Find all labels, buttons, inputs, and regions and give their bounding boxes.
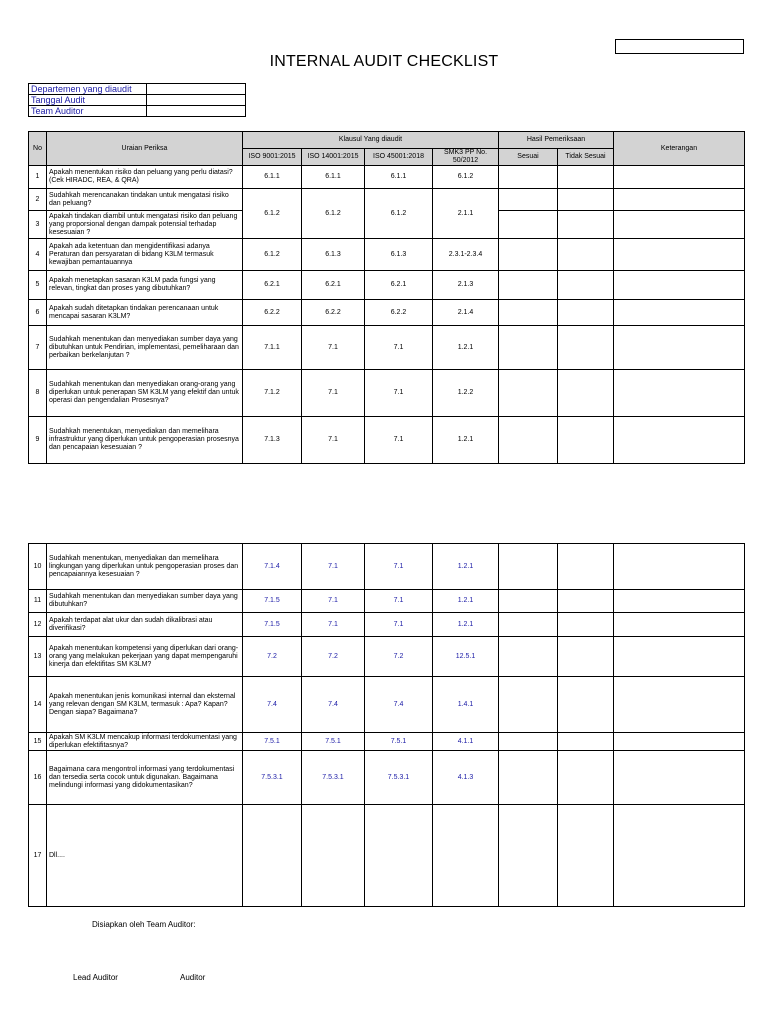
clause-iso14001: 7.2 bbox=[302, 637, 365, 677]
table-row bbox=[29, 677, 745, 733]
remarks-cell[interactable] bbox=[614, 239, 745, 271]
clause-smk3: 2.1.3 bbox=[433, 271, 499, 300]
clause-iso45001: 7.1 bbox=[365, 613, 433, 637]
clause-iso9001: 6.1.2 bbox=[243, 239, 302, 271]
prepared-by-label: Disiapkan oleh Team Auditor: bbox=[92, 920, 196, 929]
row-number: 5 bbox=[29, 271, 47, 300]
result-sesuai[interactable] bbox=[499, 239, 558, 271]
clause-iso45001: 7.5.3.1 bbox=[365, 751, 433, 805]
row-number: 12 bbox=[29, 613, 47, 637]
clause-smk3: 1.2.1 bbox=[433, 544, 499, 590]
row-question: Apakah sudah ditetapkan tindakan perencanaan untuk mencapai sasaran K3LM? bbox=[47, 300, 243, 326]
result-sesuai[interactable] bbox=[499, 211, 558, 239]
row-number: 1 bbox=[29, 166, 47, 189]
table-row bbox=[29, 544, 745, 590]
info-value[interactable] bbox=[147, 95, 246, 106]
clause-smk3: 1.2.2 bbox=[433, 370, 499, 417]
document-number-box bbox=[615, 39, 744, 54]
remarks-cell[interactable] bbox=[614, 271, 745, 300]
header-smk3: SMK3 PP No. 50/2012 bbox=[433, 149, 499, 166]
row-question: Apakah terdapat alat ukur dan sudah dikalibrasi atau diverifikasi? bbox=[47, 613, 243, 637]
clause-iso45001: 6.1.2 bbox=[365, 189, 433, 239]
remarks-cell[interactable] bbox=[614, 677, 745, 733]
row-question: Apakah menetapkan sasaran K3LM pada fungsi yang relevan, tingkat dan proses yang dibutuhkan? bbox=[47, 271, 243, 300]
table-row bbox=[29, 751, 745, 805]
table-row bbox=[29, 166, 745, 189]
remarks-cell[interactable] bbox=[614, 300, 745, 326]
result-sesuai[interactable] bbox=[499, 751, 558, 805]
result-tidak-sesuai[interactable] bbox=[558, 417, 614, 464]
clause-iso14001: 7.1 bbox=[302, 590, 365, 613]
row-question: Apakah tindakan diambil untuk mengatasi risiko dan peluang yang proporsional dengan dampak potensial terhadap kesesuaian ? bbox=[47, 211, 243, 239]
clause-iso14001: 7.1 bbox=[302, 370, 365, 417]
clause-iso45001: 7.1 bbox=[365, 590, 433, 613]
clause-smk3: 1.2.1 bbox=[433, 590, 499, 613]
clause-iso9001 bbox=[243, 805, 302, 907]
remarks-cell[interactable] bbox=[614, 637, 745, 677]
clause-iso45001 bbox=[365, 805, 433, 907]
clause-iso9001: 6.2.2 bbox=[243, 300, 302, 326]
clause-smk3: 1.2.1 bbox=[433, 417, 499, 464]
clause-iso9001: 7.5.3.1 bbox=[243, 751, 302, 805]
result-tidak-sesuai[interactable] bbox=[558, 166, 614, 189]
clause-iso14001: 6.1.2 bbox=[302, 189, 365, 239]
auditor-label: Auditor bbox=[180, 973, 206, 982]
result-tidak-sesuai[interactable] bbox=[558, 544, 614, 590]
row-number: 7 bbox=[29, 326, 47, 370]
row-number: 13 bbox=[29, 637, 47, 677]
clause-iso45001: 6.2.2 bbox=[365, 300, 433, 326]
clause-iso45001: 7.5.1 bbox=[365, 733, 433, 751]
row-number: 2 bbox=[29, 189, 47, 211]
row-question: Sudahkah menentukan, menyediakan dan memelihara infrastruktur yang diperlukan untuk pengoperasian prosesnya dan pencapaian kesesuaian ? bbox=[47, 417, 243, 464]
checklist-table-page2 bbox=[28, 543, 745, 907]
row-question: Sudahkah merencanakan tindakan untuk mengatasi risiko dan peluang? bbox=[47, 189, 243, 211]
row-question: Apakah menentukan risiko dan peluang yang perlu diatasi? (Cek HIRADC, REA, & QRA) bbox=[47, 166, 243, 189]
result-sesuai[interactable] bbox=[499, 189, 558, 211]
result-sesuai[interactable] bbox=[499, 805, 558, 907]
remarks-cell[interactable] bbox=[614, 417, 745, 464]
row-question: Dll.... bbox=[47, 805, 243, 907]
clause-iso14001: 7.5.1 bbox=[302, 733, 365, 751]
clause-iso45001: 7.1 bbox=[365, 326, 433, 370]
clause-iso14001: 7.1 bbox=[302, 544, 365, 590]
header-hasil: Hasil Pemeriksaan bbox=[499, 132, 614, 149]
remarks-cell[interactable] bbox=[614, 544, 745, 590]
checklist-table-page1 bbox=[28, 131, 745, 464]
row-number: 11 bbox=[29, 590, 47, 613]
clause-iso9001: 6.1.2 bbox=[243, 189, 302, 239]
row-question: Sudahkah menentukan dan menyediakan orang-orang yang diperlukan untuk penerapan SM K3LM yang efektif dan untuk operasi dan pengendalian Prosesnya? bbox=[47, 370, 243, 417]
result-sesuai[interactable] bbox=[499, 166, 558, 189]
clause-smk3: 1.4.1 bbox=[433, 677, 499, 733]
clause-iso14001: 6.1.1 bbox=[302, 166, 365, 189]
page-title: INTERNAL AUDIT CHECKLIST bbox=[269, 53, 499, 70]
table-row bbox=[29, 239, 745, 271]
table-row bbox=[29, 613, 745, 637]
remarks-cell[interactable] bbox=[614, 751, 745, 805]
info-value[interactable] bbox=[147, 106, 246, 117]
remarks-cell[interactable] bbox=[614, 613, 745, 637]
clause-smk3: 6.1.2 bbox=[433, 166, 499, 189]
row-number: 6 bbox=[29, 300, 47, 326]
result-sesuai[interactable] bbox=[499, 677, 558, 733]
result-tidak-sesuai[interactable] bbox=[558, 326, 614, 370]
result-tidak-sesuai[interactable] bbox=[558, 805, 614, 907]
clause-smk3: 1.2.1 bbox=[433, 326, 499, 370]
remarks-cell[interactable] bbox=[614, 326, 745, 370]
clause-iso14001: 6.2.1 bbox=[302, 271, 365, 300]
info-value[interactable] bbox=[147, 84, 246, 95]
result-sesuai[interactable] bbox=[499, 417, 558, 464]
row-question: Sudahkah menentukan, menyediakan dan memelihara lingkungan yang diperlukan untuk pengoperasian proses dan pencapaiannya kesesuaian ? bbox=[47, 544, 243, 590]
clause-smk3: 1.2.1 bbox=[433, 613, 499, 637]
clause-iso45001: 6.1.1 bbox=[365, 166, 433, 189]
table-row bbox=[29, 326, 745, 370]
remarks-cell[interactable] bbox=[614, 211, 745, 239]
clause-smk3: 2.1.4 bbox=[433, 300, 499, 326]
result-tidak-sesuai[interactable] bbox=[558, 370, 614, 417]
header-tidak-sesuai: Tidak Sesuai bbox=[558, 149, 614, 166]
row-number: 10 bbox=[29, 544, 47, 590]
remarks-cell[interactable] bbox=[614, 370, 745, 417]
header-iso14001: ISO 14001:2015 bbox=[302, 149, 365, 166]
row-question: Sudahkah menentukan dan menyediakan sumber daya yang dibutuhkan? bbox=[47, 590, 243, 613]
result-tidak-sesuai[interactable] bbox=[558, 271, 614, 300]
table-row bbox=[29, 417, 745, 464]
clause-iso14001: 6.2.2 bbox=[302, 300, 365, 326]
clause-smk3: 4.1.1 bbox=[433, 733, 499, 751]
clause-iso9001: 6.1.1 bbox=[243, 166, 302, 189]
row-number: 3 bbox=[29, 211, 47, 239]
clause-iso9001: 7.4 bbox=[243, 677, 302, 733]
remarks-cell[interactable] bbox=[614, 189, 745, 211]
clause-iso9001: 7.2 bbox=[243, 637, 302, 677]
result-tidak-sesuai[interactable] bbox=[558, 300, 614, 326]
clause-smk3: 4.1.3 bbox=[433, 751, 499, 805]
result-sesuai[interactable] bbox=[499, 370, 558, 417]
header-sesuai: Sesuai bbox=[499, 149, 558, 166]
result-tidak-sesuai[interactable] bbox=[558, 613, 614, 637]
row-number: 14 bbox=[29, 677, 47, 733]
row-number: 8 bbox=[29, 370, 47, 417]
header-keterangan: Keterangan bbox=[614, 132, 745, 166]
clause-iso45001: 7.1 bbox=[365, 370, 433, 417]
header-iso9001: ISO 9001:2015 bbox=[243, 149, 302, 166]
remarks-cell[interactable] bbox=[614, 805, 745, 907]
info-label: Departemen yang diaudit bbox=[29, 84, 147, 95]
row-number: 16 bbox=[29, 751, 47, 805]
row-question: Apakah ada ketentuan dan mengidentifikasi adanya Peraturan dan persyaratan di bidang K3LM termasuk kewajiban pemantauannya bbox=[47, 239, 243, 271]
result-tidak-sesuai[interactable] bbox=[558, 677, 614, 733]
result-sesuai[interactable] bbox=[499, 733, 558, 751]
header-uraian: Uraian Periksa bbox=[47, 132, 243, 166]
clause-iso14001: 7.1 bbox=[302, 417, 365, 464]
result-tidak-sesuai[interactable] bbox=[558, 189, 614, 211]
clause-iso45001: 7.4 bbox=[365, 677, 433, 733]
info-row bbox=[29, 106, 246, 117]
table-row bbox=[29, 300, 745, 326]
row-number: 15 bbox=[29, 733, 47, 751]
row-question: Bagaimana cara mengontrol informasi yang terdokumentasi dan tersedia serta cocok untuk digunakan. Bagaimana melindungi informasi yang didokumentasikan? bbox=[47, 751, 243, 805]
table-row bbox=[29, 805, 745, 907]
clause-iso9001: 6.2.1 bbox=[243, 271, 302, 300]
clause-smk3: 2.3.1-2.3.4 bbox=[433, 239, 499, 271]
result-tidak-sesuai[interactable] bbox=[558, 239, 614, 271]
clause-iso9001: 7.1.4 bbox=[243, 544, 302, 590]
clause-smk3 bbox=[433, 805, 499, 907]
remarks-cell[interactable] bbox=[614, 733, 745, 751]
table-row bbox=[29, 271, 745, 300]
clause-iso14001: 7.4 bbox=[302, 677, 365, 733]
table-row bbox=[29, 370, 745, 417]
result-sesuai[interactable] bbox=[499, 637, 558, 677]
row-question: Apakah menentukan kompetensi yang diperlukan dari orang-orang yang melakukan pekerjaan yang dapat mempengaruhi kinerja dan efektifitas SM K3LM? bbox=[47, 637, 243, 677]
clause-iso45001: 6.1.3 bbox=[365, 239, 433, 271]
remarks-cell[interactable] bbox=[614, 166, 745, 189]
row-question: Sudahkah menentukan dan menyediakan sumber daya yang dibutuhkan untuk Pendirian, implementasi, pemeliharaan dan perbaikan berkelanjutan ? bbox=[47, 326, 243, 370]
table-row bbox=[29, 590, 745, 613]
info-row bbox=[29, 95, 246, 106]
header-klausul: Klausul Yang diaudit bbox=[243, 132, 499, 149]
clause-iso45001: 7.2 bbox=[365, 637, 433, 677]
table-row bbox=[29, 637, 745, 677]
audit-info-table bbox=[28, 83, 246, 117]
result-tidak-sesuai[interactable] bbox=[558, 211, 614, 239]
clause-iso9001: 7.1.5 bbox=[243, 613, 302, 637]
result-tidak-sesuai[interactable] bbox=[558, 733, 614, 751]
remarks-cell[interactable] bbox=[614, 590, 745, 613]
result-sesuai[interactable] bbox=[499, 326, 558, 370]
result-tidak-sesuai[interactable] bbox=[558, 751, 614, 805]
header-no: No bbox=[29, 132, 47, 166]
result-sesuai[interactable] bbox=[499, 300, 558, 326]
row-number: 4 bbox=[29, 239, 47, 271]
info-row bbox=[29, 84, 246, 95]
table-row bbox=[29, 189, 745, 211]
clause-smk3: 12.5.1 bbox=[433, 637, 499, 677]
clause-iso45001: 7.1 bbox=[365, 544, 433, 590]
header-iso45001: ISO 45001:2018 bbox=[365, 149, 433, 166]
result-sesuai[interactable] bbox=[499, 613, 558, 637]
result-sesuai[interactable] bbox=[499, 544, 558, 590]
info-label: Team Auditor bbox=[29, 106, 147, 117]
result-tidak-sesuai[interactable] bbox=[558, 590, 614, 613]
clause-iso9001: 7.1.2 bbox=[243, 370, 302, 417]
clause-iso45001: 6.2.1 bbox=[365, 271, 433, 300]
row-number: 9 bbox=[29, 417, 47, 464]
clause-iso9001: 7.1.1 bbox=[243, 326, 302, 370]
result-sesuai[interactable] bbox=[499, 590, 558, 613]
result-tidak-sesuai[interactable] bbox=[558, 637, 614, 677]
clause-iso14001: 7.1 bbox=[302, 613, 365, 637]
clause-iso9001: 7.5.1 bbox=[243, 733, 302, 751]
clause-iso9001: 7.1.3 bbox=[243, 417, 302, 464]
clause-iso14001: 6.1.3 bbox=[302, 239, 365, 271]
table-row bbox=[29, 733, 745, 751]
result-sesuai[interactable] bbox=[499, 271, 558, 300]
row-question: Apakah SM K3LM mencakup informasi terdokumentasi yang diperlukan efektifitasnya? bbox=[47, 733, 243, 751]
lead-auditor-label: Lead Auditor bbox=[73, 973, 118, 982]
clause-smk3: 2.1.1 bbox=[433, 189, 499, 239]
clause-iso14001 bbox=[302, 805, 365, 907]
info-label: Tanggal Audit bbox=[29, 95, 147, 106]
clause-iso14001: 7.5.3.1 bbox=[302, 751, 365, 805]
row-question: Apakah menentukan jenis komunikasi internal dan eksternal yang relevan dengan SM K3LM, termasuk : Apa? Kapan? Dengan siapa? Bagaimana? bbox=[47, 677, 243, 733]
row-number: 17 bbox=[29, 805, 47, 907]
clause-iso9001: 7.1.5 bbox=[243, 590, 302, 613]
clause-iso45001: 7.1 bbox=[365, 417, 433, 464]
clause-iso14001: 7.1 bbox=[302, 326, 365, 370]
